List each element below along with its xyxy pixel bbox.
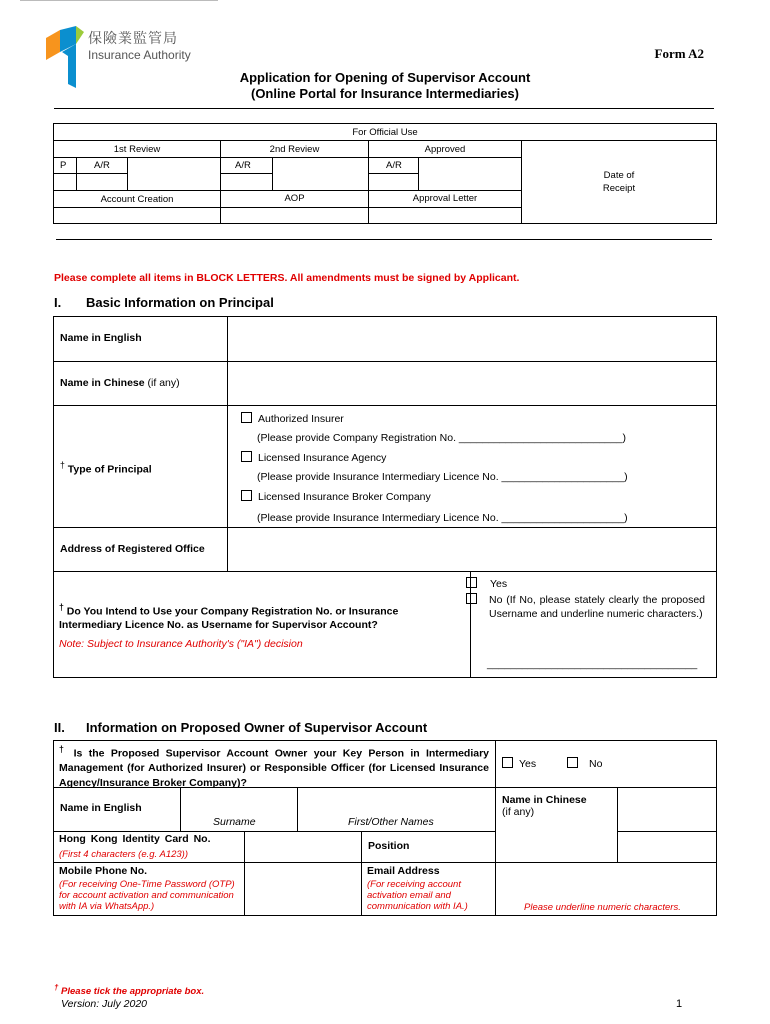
first-review-signature-box[interactable] bbox=[127, 157, 221, 191]
p-value-box[interactable] bbox=[53, 173, 77, 191]
section-1-number: I. bbox=[54, 295, 62, 310]
first-names-label: First/Other Names bbox=[348, 816, 434, 828]
key-person-yes-label: Yes bbox=[519, 758, 537, 770]
key-person-question bbox=[59, 742, 489, 790]
proposed-username-blank[interactable]: ____________________________________ bbox=[487, 658, 698, 670]
owner-name-chinese-label: Name in Chinese bbox=[502, 794, 587, 806]
position-input[interactable] bbox=[617, 831, 717, 863]
authorized-insurer-option[interactable] bbox=[241, 412, 344, 425]
aop-box[interactable] bbox=[220, 207, 369, 224]
owner-name-chinese-cell bbox=[495, 787, 618, 863]
mobile-label: Mobile Phone No. bbox=[59, 865, 148, 877]
position-label: Position bbox=[361, 831, 496, 863]
version-text: Version: July 2020 bbox=[61, 998, 147, 1010]
form-number: Form A2 bbox=[654, 46, 704, 61]
second-ar-value-box[interactable] bbox=[220, 173, 273, 191]
approval-letter-label: Approval Letter bbox=[368, 190, 522, 208]
top-rule bbox=[20, 0, 218, 1]
approved-signature-box[interactable] bbox=[418, 157, 522, 191]
type-principal-label: Type of Principal bbox=[67, 463, 152, 476]
intend-yes-option[interactable] bbox=[466, 577, 507, 590]
intend-question bbox=[59, 601, 439, 632]
first-review-label: 1st Review bbox=[53, 140, 221, 158]
email-note: (For receiving account activation email and communication with IA.) bbox=[367, 879, 468, 912]
broker-company-label: Licensed Insurance Broker Company bbox=[258, 491, 431, 503]
footer-dagger: † bbox=[54, 983, 59, 992]
key-person-yes-checkbox[interactable] bbox=[502, 757, 513, 768]
hkid-label: Hong Kong Identity Card No. bbox=[59, 833, 211, 845]
intend-dagger: † bbox=[59, 602, 64, 612]
hkid-input[interactable] bbox=[244, 831, 362, 863]
intend-no-text: No (If No, please stately clearly the proposed Username and underline numeric characters.) bbox=[489, 594, 705, 620]
official-rule bbox=[56, 239, 712, 240]
section-2-heading: Information on Proposed Owner of Supervisor Account bbox=[86, 720, 428, 735]
owner-name-english-label: Name in English bbox=[53, 787, 181, 832]
key-person-no-checkbox[interactable] bbox=[567, 757, 578, 768]
key-person-question-text: Is the Proposed Supervisor Account Owner your Key Person in Intermediary Management (for Authorized Insurer) or Responsible Officer (for Licensed Insurance Agency/Insurance Broker Company)? bbox=[59, 747, 490, 789]
type-dagger: † bbox=[60, 460, 65, 470]
tick-note bbox=[54, 983, 204, 997]
date-of-receipt-label: Date of Receipt bbox=[602, 170, 636, 194]
approved-ar-value-box[interactable] bbox=[368, 173, 419, 191]
second-review-label: 2nd Review bbox=[220, 140, 369, 158]
agency-licence-note[interactable]: (Please provide Insurance Intermediary Licence No. _____________________) bbox=[257, 471, 628, 483]
hkid-note: (First 4 characters (e.g. A123)) bbox=[59, 849, 188, 860]
section-2-number: II. bbox=[54, 720, 65, 735]
section-1-heading: Basic Information on Principal bbox=[86, 295, 274, 310]
approved-ar-label: A/R bbox=[368, 157, 419, 174]
intend-yes-checkbox[interactable] bbox=[466, 577, 477, 588]
p-label: P bbox=[53, 157, 77, 174]
key-person-no-option[interactable] bbox=[567, 757, 602, 770]
licensed-agency-option[interactable] bbox=[241, 451, 386, 464]
first-ar-label: A/R bbox=[76, 157, 128, 174]
owner-name-chinese-if-any: (if any) bbox=[502, 806, 535, 818]
intend-no-option[interactable] bbox=[466, 593, 483, 606]
authorized-insurer-checkbox[interactable] bbox=[241, 412, 252, 423]
approved-label: Approved bbox=[368, 140, 522, 158]
logo-chinese-text: 保險業監管局 bbox=[88, 31, 178, 47]
account-creation-label: Account Creation bbox=[53, 190, 221, 208]
block-letters-notice: Please complete all items in BLOCK LETTERS. All amendments must be signed by Applicant. bbox=[54, 272, 520, 284]
address-input[interactable] bbox=[227, 527, 717, 572]
tick-note-text: Please tick the appropriate box. bbox=[61, 986, 205, 998]
authorized-insurer-label: Authorized Insurer bbox=[258, 413, 344, 425]
name-english-label: Name in English bbox=[53, 316, 228, 362]
form-title bbox=[0, 70, 770, 102]
second-review-signature-box[interactable] bbox=[272, 157, 369, 191]
broker-company-checkbox[interactable] bbox=[241, 490, 252, 501]
email-label: Email Address bbox=[367, 865, 440, 877]
company-registration-note[interactable]: (Please provide Company Registration No. ____________________________) bbox=[257, 432, 626, 444]
title-line-2: (Online Portal for Insurance Intermediaries) bbox=[250, 86, 519, 101]
aop-label: AOP bbox=[220, 190, 369, 208]
account-creation-box[interactable] bbox=[53, 207, 221, 224]
licensed-agency-label: Licensed Insurance Agency bbox=[258, 452, 387, 464]
type-principal-label-cell bbox=[53, 405, 228, 528]
title-line-1: Application for Opening of Supervisor Account bbox=[239, 70, 531, 85]
address-label: Address of Registered Office bbox=[53, 527, 228, 572]
key-person-no-label: No bbox=[589, 758, 603, 770]
intend-question-text: Do You Intend to Use your Company Registration No. or Insurance Intermediary Licence No. as Username for Supervisor Account? bbox=[59, 605, 399, 631]
surname-label: Surname bbox=[213, 816, 256, 828]
name-chinese-input[interactable] bbox=[227, 361, 717, 406]
name-chinese-label: Name in Chinese bbox=[60, 377, 145, 389]
owner-name-chinese-input[interactable] bbox=[617, 787, 717, 832]
second-ar-label: A/R bbox=[220, 157, 273, 174]
title-rule bbox=[54, 108, 714, 109]
first-ar-value-box[interactable] bbox=[76, 173, 128, 191]
mobile-input[interactable] bbox=[244, 862, 362, 916]
broker-company-option[interactable] bbox=[241, 490, 431, 503]
approval-letter-box[interactable] bbox=[368, 207, 522, 224]
official-use-heading: For Official Use bbox=[53, 123, 717, 141]
logo-english-text: Insurance Authority bbox=[88, 48, 191, 62]
underline-numeric-note: Please underline numeric characters. bbox=[524, 902, 681, 913]
intend-note: Note: Subject to Insurance Authority's ("IA") decision bbox=[59, 638, 303, 650]
name-english-input[interactable] bbox=[227, 316, 717, 362]
name-chinese-if-any: (if any) bbox=[147, 377, 180, 389]
key-person-dagger: † bbox=[59, 744, 68, 754]
licensed-agency-checkbox[interactable] bbox=[241, 451, 252, 462]
page-number: 1 bbox=[676, 998, 683, 1010]
intend-yes-label: Yes bbox=[490, 578, 508, 590]
mobile-note: (For receiving One-Time Password (OTP) for account activation and communication with IA via WhatsApp.) bbox=[59, 879, 235, 912]
date-of-receipt-cell bbox=[521, 140, 717, 224]
name-chinese-label-cell bbox=[53, 361, 228, 406]
key-person-yes-option[interactable] bbox=[502, 757, 536, 770]
intend-no-checkbox[interactable] bbox=[466, 593, 477, 604]
broker-licence-note[interactable]: (Please provide Insurance Intermediary Licence No. _____________________) bbox=[257, 512, 628, 524]
